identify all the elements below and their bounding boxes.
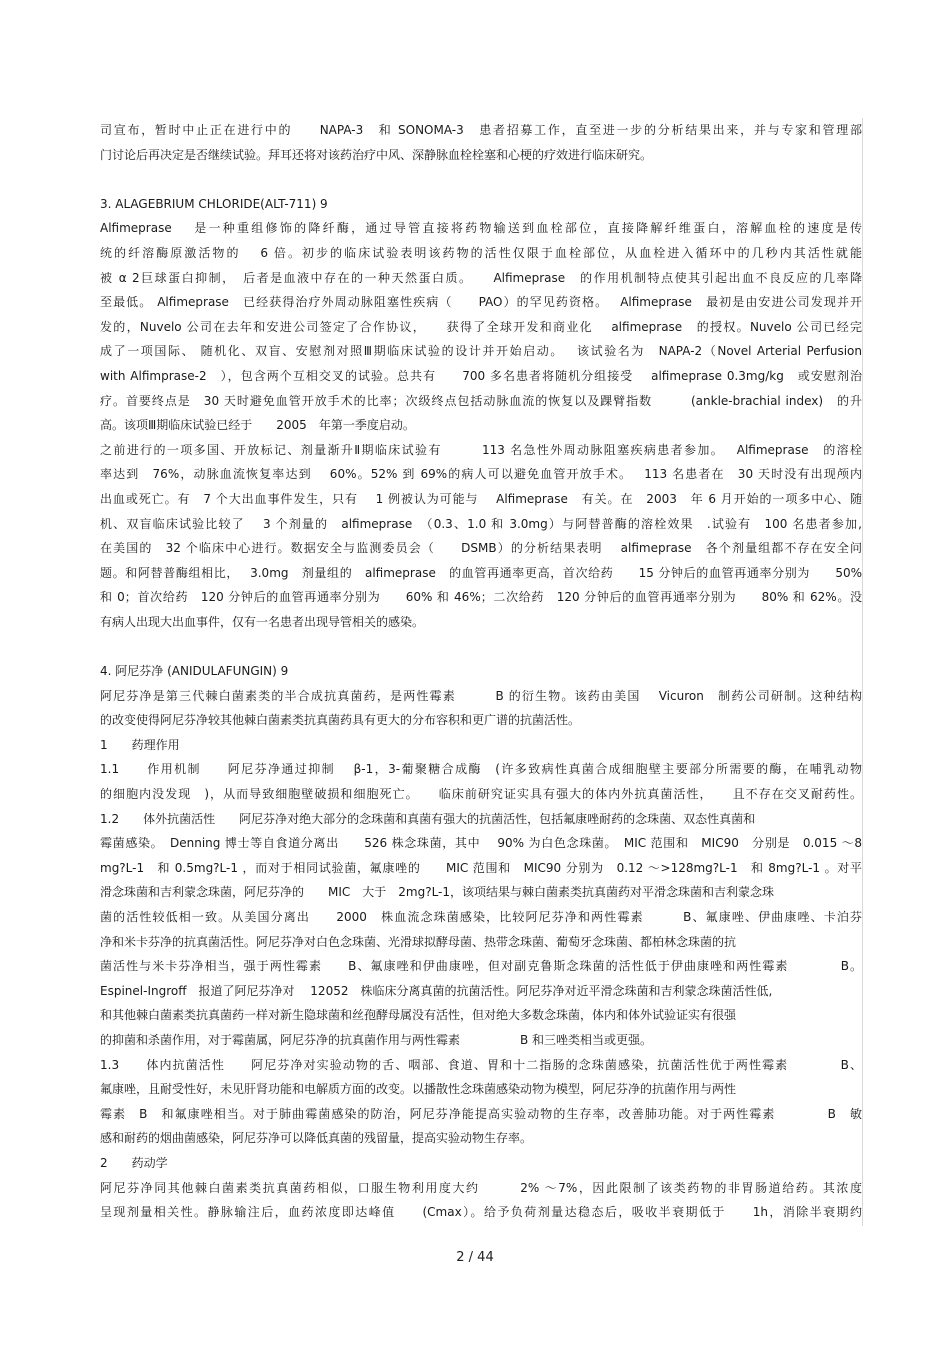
body-line: 和其他棘白菌素类抗真菌药一样对新生隐球菌和丝孢酵母属没有活性，但对绝大多数念珠菌，体内和体外试验证实有很强 (100, 1008, 737, 1023)
body-line: 1.2 体外抗菌活性 阿尼芬净对绝大部分的念珠菌和真菌有强大的抗菌活性，包括氟康唑耐药的念珠菌、双态性真菌和 (100, 811, 756, 826)
body-line: 和 0；首次给药 120 分钟后的血管再通率分别为 60% 和 46%；二次给药 120 分钟后的血管再通率分别为 80% 和 62%。没 (100, 590, 862, 605)
subsection-heading: 2 药动学 (100, 1155, 168, 1170)
body-line: 出血或死亡。有 7 个大出血事件发生，只有 1 例被认为可能与 Alfimeprase 有关。在 2003 年 6 月开始的一项多中心、随 (100, 491, 862, 506)
body-line: 统的纤溶酶原激活物的 6 倍。初步的临床试验表明该药物的活性仅限于血栓部位，从血栓进入循环中的几秒内其活性就能 (100, 245, 862, 260)
body-line: 的改变使得阿尼芬净较其他棘白菌素类抗真菌药具有更大的分布容积和更广谱的抗菌活性。 (100, 713, 581, 728)
body-line: 疗。首要终点是 30 天时避免血管开放手术的比率；次级终点包括动脉血流的恢复以及踝臂指数 (ankle-brachial index) 的升 (100, 393, 862, 408)
body-line: Alfimeprase 是一种重组修饰的降纤酶，通过导管直接将药物输送到血栓部位，直接降解纤维蛋白，溶解血栓的速度是传 (100, 221, 862, 236)
body-line: Espinel-Ingroff 报道了阿尼芬净对 12052 株临床分离真菌的抗菌活性。阿尼芬净对近平滑念珠菌和吉利蒙念珠菌活性低, (100, 983, 773, 998)
section-heading: 3. ALAGEBRIUM CHLORIDE(ALT-711) 9 (100, 196, 328, 211)
page-margin-rule (862, 118, 863, 1226)
body-line: 阿尼芬净是第三代棘白菌素类的半合成抗真菌药，是两性霉素 B 的衍生物。该药由美国 Vicuron 制药公司研制。这种结构 (100, 688, 862, 703)
body-line: 门讨论后再决定是否继续试验。拜耳还将对该药治疗中风、深静脉血栓栓塞和心梗的疗效进行临床研究。 (100, 147, 653, 162)
body-line: 至最低。 Alfimeprase 已经获得治疗外周动脉阻塞性疾病（ PAO）的罕见药资格。 Alfimeprase 最初是由安进公司发现并开 (100, 295, 862, 310)
document-body (100, 118, 862, 1225)
body-line: 机、双盲临床试验比较了 3 个剂量的 alfimeprase （0.3、1.0 和 3.0mg）与阿替普酶的溶栓效果 .试验有 100 名患者参加, (100, 516, 862, 531)
body-line: 菌的活性较低相一致。从美国分离出 2000 株血流念珠菌感染，比较阿尼芬净和两性霉素 B、氟康唑、伊曲康唑、卡泊芬 (100, 910, 862, 924)
body-line: 发的，Nuvelo 公司在去年和安进公司签定了合作协议， 获得了全球开发和商业化 alfimeprase 的授权。Nuvelo 公司已经完 (100, 319, 862, 334)
body-line: 阿尼芬净同其他棘白菌素类抗真菌药相似，口服生物利用度大约 2% ～7%，因此限制了该类药物的非胃肠道给药。其浓度 (100, 1180, 862, 1195)
body-line: 感和耐药的烟曲菌感染，阿尼芬净可以降低真菌的残留量，提高实验动物生存率。 (100, 1131, 533, 1146)
body-line: 氟康唑，且耐受性好，未见肝肾功能和电解质方面的改变。以播散性念珠菌感染动物为模型，阿尼芬净的抗菌作用与两性 (100, 1082, 737, 1097)
body-line: 净和米卡芬净的抗真菌活性。阿尼芬净对白色念珠菌、光滑球拟酵母菌、热带念珠菌、葡萄牙念珠菌、都柏林念珠菌的抗 (100, 934, 737, 949)
body-line: 1.3 体内抗菌活性 阿尼芬净对实验动物的舌、咽部、食道、胃和十二指肠的念珠菌感染，抗菌活性优于两性霉素 B、 (100, 1057, 862, 1072)
paragraph-gap (100, 634, 862, 659)
body-line: 1.1 作用机制 阿尼芬净通过抑制 β-1，3-葡聚糖合成酶 (许多致病性真菌合成细胞壁主要部分所需要的酶，在哺乳动物 (100, 762, 862, 777)
body-line: 之前进行的一项多国、开放标记、剂量渐升Ⅱ期临床试验有 113 名急性外周动脉阻塞疾病患者参加。 Alfimeprase 的溶栓 (100, 442, 862, 457)
body-line: 率达到 76%，动脉血流恢复率达到 60%。52% 到 69%的病人可以避免血管开放手术。 113 名患者在 30 天时没有出现颅内 (100, 467, 862, 482)
body-line: 高。该项Ⅲ期临床试验已经于 2005 年第一季度启动。 (100, 418, 415, 433)
body-line: 的抑菌和杀菌作用，对于霉菌属，阿尼芬净的抗真菌作用与两性霉素 B 和三唑类相当或更强。 (100, 1032, 653, 1047)
body-line: mg?L-1 和 0.5mg?L-1 ，而对于相同试验菌，氟康唑的 MIC 范围和 MIC90 分别为 0.12 ～>128mg?L-1 和 8mg?L-1 。对平 (100, 860, 862, 875)
body-line: 呈现剂量相关性。静脉输注后，血药浓度即达峰值 (Cmax）。给予负荷剂量达稳态后，吸收半衰期低于 1h，消除半衰期约 (100, 1205, 862, 1220)
paragraph-gap (100, 167, 862, 192)
body-line: 滑念珠菌和吉利蒙念珠菌，阿尼芬净的 MIC 大于 2mg?L-1，该项结果与棘白菌素类抗真菌药对平滑念珠菌和吉利蒙念珠 (100, 885, 775, 900)
body-line: 在美国的 32 个临床中心进行。数据安全与监测委员会（ DSMB）的分析结果表明 alfimeprase 各个剂量组都不存在安全问 (100, 541, 862, 556)
section-heading: 4. 阿尼芬净 (ANIDULAFUNGIN) 9 (100, 664, 289, 679)
body-line: 司宣布，暂时中止正在进行中的 NAPA-3 和 SONOMA-3 患者招募工作，直至进一步的分析结果出来，并与专家和管理部 (100, 123, 862, 137)
body-line: with Alfimprase-2 ），包含两个互相交叉的试验。总共有 700 多名患者将随机分组接受 alfimeprase 0.3mg/kg 或安慰剂治 (100, 368, 862, 383)
page-indicator: 2 / 44 (456, 1250, 494, 1265)
body-line: 有病人出现大出血事件，仅有一名患者出现导管相关的感染。 (100, 614, 425, 629)
body-line: 被 α 2巨球蛋白抑制， 后者是血液中存在的一种天然蛋白质。 Alfimeprase 的作用机制特点使其引起出血不良反应的几率降 (100, 270, 862, 285)
body-line: 菌活性与米卡芬净相当，强于两性霉素 B、氟康唑和伊曲康唑，但对副克鲁斯念珠菌的活性低于伊曲康唑和两性霉素 B。 (100, 959, 862, 974)
body-line: 霉素 B 和氟康唑相当。对于肺曲霉菌感染的防治，阿尼芬净能提高实验动物的生存率，改善肺功能。对于两性霉素 B 敏 (100, 1106, 862, 1121)
subsection-heading: 1 药理作用 (100, 737, 180, 752)
body-line: 霉菌感染。 Denning 博士等自食道分离出 526 株念珠菌，其中 90% 为白色念珠菌。 MIC 范围和 MIC90 分别是 0.015 ～8 (100, 836, 862, 851)
body-line: 成了一项国际、 随机化、双盲、安慰剂对照Ⅲ期临床试验的设计并开始启动。 该试验名为 NAPA-2（Novel Arterial Perfusion (100, 344, 862, 359)
body-line: 的细胞内没发现 )，从而导致细胞壁破损和细胞死亡。 临床前研究证实具有强大的体内外抗真菌活性， 且不存在交叉耐药性。 (100, 787, 862, 802)
body-line: 题。和阿替普酶组相比， 3.0mg 剂量组的 alfimeprase 的血管再通率更高，首次给药 15 分钟后的血管再通率分别为 50% (100, 565, 862, 580)
